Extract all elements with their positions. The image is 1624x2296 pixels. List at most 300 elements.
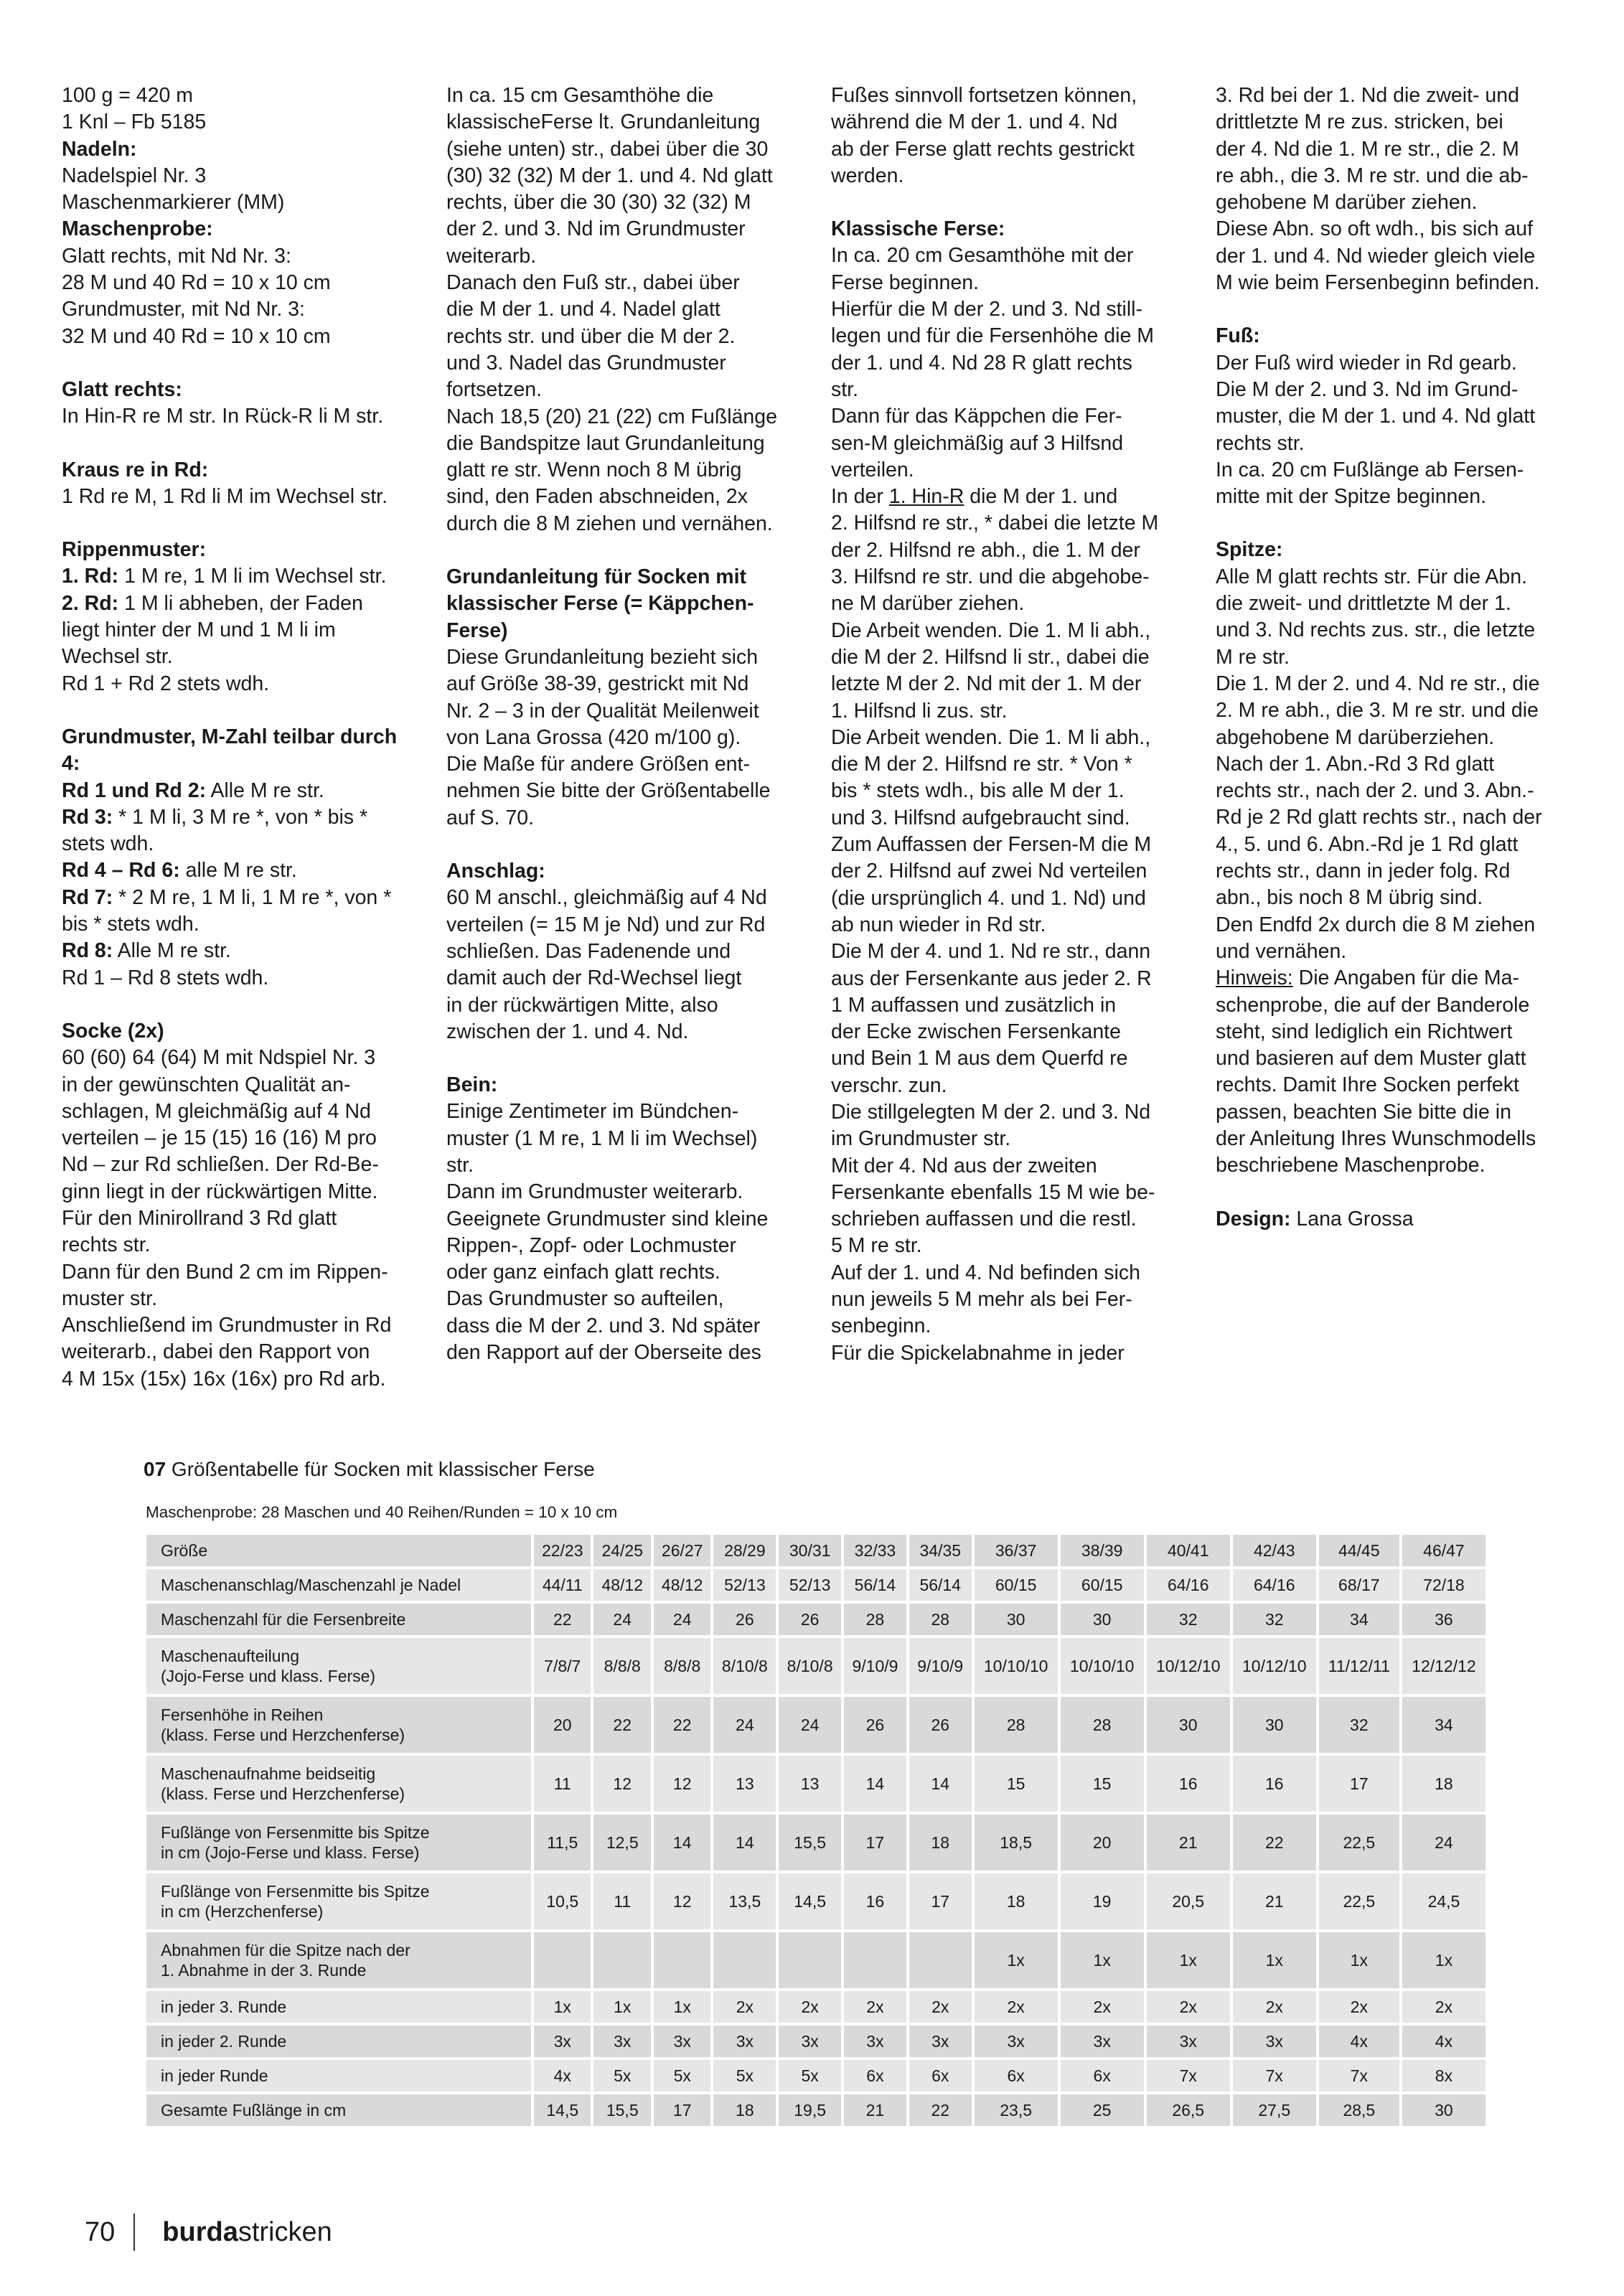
text-line bbox=[446, 1259, 805, 1286]
row-label-line: Fußlänge von Fersenmitte bis Spitze bbox=[161, 1882, 430, 1901]
text-line bbox=[1216, 350, 1574, 377]
row-label-line: in jeder 2. Runde bbox=[161, 2032, 287, 2051]
line-text: klassischeFerse lt. Grundanleitung bbox=[446, 110, 761, 134]
line-text: senbeginn. bbox=[831, 1314, 931, 1338]
table-number: 07 bbox=[144, 1458, 166, 1480]
line-text: * 1 M li, 3 M re *, von * bis * bbox=[113, 805, 368, 829]
line-text: M wie beim Fersenbeginn befinden. bbox=[1216, 271, 1540, 295]
table-cell: 4x bbox=[1402, 2026, 1485, 2057]
row-label-line: Fußlänge von Fersenmitte bis Spitze bbox=[161, 1823, 430, 1842]
line-text: sen-M gleichmäßig auf 3 Hilfsnd bbox=[831, 431, 1124, 455]
heading-text: Anschlag: bbox=[446, 860, 545, 883]
table-cell: 11 bbox=[593, 1873, 650, 1929]
table-cell: 22,5 bbox=[1319, 1815, 1399, 1871]
text-line bbox=[1216, 644, 1574, 671]
section-heading bbox=[1216, 537, 1574, 563]
table-cell: 30 bbox=[1061, 1604, 1144, 1635]
table-cell: 20 bbox=[1061, 1815, 1144, 1871]
table-cell: 11,5 bbox=[534, 1815, 591, 1871]
table-cell: 1x bbox=[1233, 1932, 1316, 1988]
text-line bbox=[446, 109, 805, 136]
table-cell: 3x bbox=[844, 2026, 906, 2057]
line-text: Fersenkante ebenfalls 15 M wie be- bbox=[831, 1180, 1155, 1204]
table-cell: 13 bbox=[713, 1756, 776, 1812]
table-cell: 64/16 bbox=[1233, 1569, 1316, 1601]
line-text: Glatt rechts, mit Nd Nr. 3: bbox=[62, 244, 291, 268]
line-text: die M der 2. Hilfsnd li str., dabei die bbox=[831, 645, 1150, 669]
text-line bbox=[1216, 751, 1574, 778]
text-line bbox=[446, 430, 805, 457]
row-label-line: in cm (Jojo-Ferse und klass. Ferse) bbox=[161, 1843, 420, 1862]
text-line bbox=[446, 778, 805, 804]
line-text: und basieren auf dem Muster glatt bbox=[1216, 1047, 1526, 1071]
line-text: rechts str. und über die M der 2. bbox=[446, 324, 736, 348]
paragraph-gap bbox=[1216, 296, 1574, 323]
table-cell: 3x bbox=[1147, 2026, 1230, 2057]
line-text: rechts str., nach der 2. und 3. Abn.- bbox=[1216, 779, 1534, 803]
table-cell: 5x bbox=[713, 2060, 776, 2092]
table-cell: 44/45 bbox=[1319, 1535, 1399, 1566]
heading-text: Grundmuster, M-Zahl teilbar durch 4: bbox=[62, 725, 398, 776]
line-text: der 4. Nd die 1. M re str., die 2. M bbox=[1216, 137, 1519, 161]
text-line bbox=[62, 296, 421, 323]
section-heading bbox=[62, 1018, 421, 1045]
text-line bbox=[831, 858, 1190, 885]
table-cell: 56/14 bbox=[844, 1569, 906, 1601]
table-cell: 3x bbox=[975, 2026, 1058, 2057]
table-cell bbox=[779, 1932, 841, 1988]
text-line bbox=[62, 1232, 421, 1258]
table-cell: 23,5 bbox=[975, 2094, 1058, 2126]
line-text: und vernähen. bbox=[1216, 939, 1347, 963]
text-line bbox=[831, 992, 1190, 1019]
line-text: Diese Grundanleitung bezieht sich bbox=[446, 645, 759, 669]
text-line bbox=[831, 136, 1190, 163]
line-text: damit auch der Rd-Wechsel liegt bbox=[446, 966, 742, 990]
text-line bbox=[446, 1019, 805, 1045]
text-line bbox=[831, 296, 1190, 323]
line-text: Rd 1 + Rd 2 stets wdh. bbox=[62, 672, 270, 695]
table-cell: 17 bbox=[654, 2094, 710, 2126]
paragraph-gap bbox=[446, 537, 805, 564]
line-text: letzte M der 2. Nd mit der 1. M der bbox=[831, 672, 1142, 696]
line-text: 1. Hilfsnd li zus. str. bbox=[831, 699, 1008, 723]
paragraph-gap bbox=[446, 1045, 805, 1072]
line-text: Rd 1 – Rd 8 stets wdh. bbox=[62, 966, 269, 989]
table-row bbox=[146, 1991, 1485, 2023]
line-text: 5 M re str. bbox=[831, 1234, 922, 1258]
page-footer bbox=[85, 2213, 332, 2251]
page-number: 70 bbox=[85, 2216, 116, 2247]
text-line bbox=[446, 484, 805, 510]
line-text: Nach der 1. Abn.-Rd 3 Rd glatt bbox=[1216, 752, 1495, 776]
text-line bbox=[446, 698, 805, 725]
line-text: rechts, über die 30 (30) 32 (32) M bbox=[446, 191, 751, 215]
row-label bbox=[146, 1604, 531, 1635]
table-cell: 28 bbox=[844, 1604, 906, 1635]
text-line bbox=[831, 1153, 1190, 1180]
line-text: von Lana Grossa (420 m/100 g). bbox=[446, 725, 741, 749]
section-heading bbox=[62, 136, 421, 163]
table-cell: 22 bbox=[1233, 1815, 1316, 1871]
text-line bbox=[1216, 778, 1574, 804]
text-line bbox=[831, 484, 1190, 510]
text-line bbox=[446, 644, 805, 671]
table-cell: 14 bbox=[844, 1756, 906, 1812]
row-label bbox=[146, 1815, 531, 1871]
section-heading bbox=[446, 1072, 805, 1098]
text-line bbox=[831, 1073, 1190, 1099]
text-line bbox=[446, 270, 805, 296]
row-label-line: (klass. Ferse und Herzchenferse) bbox=[161, 1726, 405, 1744]
table-cell: 5x bbox=[654, 2060, 710, 2092]
section-heading bbox=[831, 216, 1190, 243]
heading-text: Kraus re in Rd: bbox=[62, 458, 209, 481]
table-row bbox=[146, 1535, 1485, 1566]
line-text: verteilen (= 15 M je Nd) und zur Rd bbox=[446, 913, 766, 936]
text-line bbox=[62, 644, 421, 670]
text-line bbox=[831, 564, 1190, 591]
text-line bbox=[446, 751, 805, 778]
text-line bbox=[1216, 885, 1574, 911]
line-text: str. bbox=[446, 1153, 474, 1177]
bold-term: Design: bbox=[1216, 1207, 1291, 1231]
table-cell: 4x bbox=[534, 2060, 591, 2092]
line-text: drittletzte M re zus. stricken, bei bbox=[1216, 110, 1503, 134]
line-text: 3. Rd bei der 1. Nd die zweit- und bbox=[1216, 84, 1519, 107]
line-text: schlagen, M gleichmäßig auf 4 Nd bbox=[62, 1099, 371, 1123]
row-label-line: in cm (Herzchenferse) bbox=[161, 1902, 324, 1921]
table-cell: 18 bbox=[975, 1873, 1058, 1929]
line-text: verteilen – je 15 (15) 16 (16) M pro bbox=[62, 1126, 377, 1150]
line-text: ab der Ferse glatt rechts gestrickt bbox=[831, 137, 1135, 161]
text-line bbox=[831, 323, 1190, 349]
line-text: 1 M re, 1 M li im Wechsel str. bbox=[118, 565, 387, 588]
table-cell: 40/41 bbox=[1147, 1535, 1230, 1566]
table-cell: 17 bbox=[1319, 1756, 1399, 1812]
table-row bbox=[146, 1815, 1485, 1871]
row-label-line: (klass. Ferse und Herzchenferse) bbox=[161, 1784, 405, 1803]
line-text: 1 Knl – Fb 5185 bbox=[62, 110, 207, 134]
table-cell: 18 bbox=[713, 2094, 776, 2126]
text-line bbox=[831, 1286, 1190, 1313]
bold-term: Rd 8: bbox=[62, 939, 113, 963]
line-text: steht, sind lediglich ein Richtwert bbox=[1216, 1020, 1513, 1043]
line-text: Geeignete Grundmuster sind kleine bbox=[446, 1207, 769, 1231]
line-text: Hierfür die M der 2. und 3. Nd still- bbox=[831, 298, 1142, 321]
row-label bbox=[146, 1638, 531, 1694]
line-text: schließen. Das Fadenende und bbox=[446, 939, 731, 963]
table-cell: 26 bbox=[909, 1697, 972, 1753]
line-text: Die Maße für andere Größen ent- bbox=[446, 753, 750, 776]
text-column-1 bbox=[62, 83, 421, 1393]
table-cell: 14,5 bbox=[779, 1873, 841, 1929]
table-cell: 13,5 bbox=[713, 1873, 776, 1929]
section-heading bbox=[62, 216, 421, 243]
table-cell: 1x bbox=[534, 1991, 591, 2023]
table-cell: 52/13 bbox=[713, 1569, 776, 1601]
line-text: den Rapport auf der Oberseite des bbox=[446, 1341, 761, 1365]
section-heading bbox=[62, 457, 421, 484]
table-cell: 34/35 bbox=[909, 1535, 972, 1566]
paragraph-gap bbox=[62, 350, 421, 377]
line-text: der 2. Hilfsnd auf zwei Nd verteilen bbox=[831, 860, 1147, 883]
text-line bbox=[446, 163, 805, 189]
text-line bbox=[62, 189, 421, 216]
line-text: 60 (60) 64 (64) M mit Ndspiel Nr. 3 bbox=[62, 1046, 376, 1070]
line-text: In ca. 15 cm Gesamthöhe die bbox=[446, 84, 714, 107]
table-cell: 8/10/8 bbox=[779, 1638, 841, 1694]
text-line bbox=[62, 1286, 421, 1312]
table-cell: 12 bbox=[654, 1873, 710, 1929]
table-cell: 12,5 bbox=[593, 1815, 650, 1871]
line-text: M re str. bbox=[1216, 645, 1290, 669]
text-line bbox=[446, 136, 805, 163]
text-line bbox=[62, 1125, 421, 1152]
table-cell: 10/10/10 bbox=[1061, 1638, 1144, 1694]
table-title-text: Größentabelle für Socken mit klassischer Ferse bbox=[166, 1458, 595, 1480]
table-cell: 1x bbox=[1402, 1932, 1485, 1988]
table-cell: 28 bbox=[1061, 1697, 1144, 1753]
text-line bbox=[831, 1313, 1190, 1340]
line-text: str. bbox=[831, 377, 859, 401]
table-row bbox=[146, 1604, 1485, 1635]
line-text: zwischen der 1. und 4. Nd. bbox=[446, 1020, 689, 1043]
brand-rest: stricken bbox=[238, 2216, 332, 2247]
line-text: Rd je 2 Rd glatt rechts str., nach der bbox=[1216, 806, 1542, 829]
row-label-line: Gesamte Fußlänge in cm bbox=[161, 2101, 347, 2119]
line-text: während die M der 1. und 4. Nd bbox=[831, 110, 1118, 134]
text-line bbox=[446, 216, 805, 243]
text-line bbox=[446, 912, 805, 938]
size-table bbox=[144, 1532, 1488, 2129]
table-cell: 26/27 bbox=[654, 1535, 710, 1566]
text-line bbox=[831, 109, 1190, 136]
table-cell: 26 bbox=[713, 1604, 776, 1635]
line-text: abgehobene M darüberziehen. bbox=[1216, 725, 1495, 749]
section-heading bbox=[62, 537, 421, 563]
text-line bbox=[1216, 725, 1574, 751]
table-cell: 24/25 bbox=[593, 1535, 650, 1566]
table-cell: 1x bbox=[1061, 1932, 1144, 1988]
bold-term: Rd 7: bbox=[62, 885, 113, 909]
table-cell: 18,5 bbox=[975, 1815, 1058, 1871]
text-line bbox=[62, 831, 421, 857]
table-cell: 12 bbox=[593, 1756, 650, 1812]
text-line bbox=[446, 1098, 805, 1125]
text-line bbox=[446, 189, 805, 216]
line-text: die M der 1. und bbox=[964, 485, 1118, 509]
text-line bbox=[62, 1072, 421, 1098]
line-text: ginn liegt in der rückwärtigen Mitte. bbox=[62, 1180, 378, 1203]
text-line bbox=[831, 885, 1190, 912]
line-text: 28 M und 40 Rd = 10 x 10 cm bbox=[62, 271, 331, 295]
line-text: * 2 M re, 1 M li, 1 M re *, von * bbox=[113, 885, 392, 909]
line-text: der 2. und 3. Nd im Grundmuster bbox=[446, 217, 746, 241]
brand-logo bbox=[162, 2217, 332, 2248]
table-row bbox=[146, 1697, 1485, 1753]
text-line bbox=[1216, 189, 1574, 216]
line-text: verteilen. bbox=[831, 458, 914, 481]
table-cell: 22 bbox=[534, 1604, 591, 1635]
line-text: stets wdh. bbox=[62, 832, 154, 856]
line-text: 1 M li abheben, der Faden bbox=[118, 591, 363, 615]
table-cell: 24,5 bbox=[1402, 1873, 1485, 1929]
table-cell: 22 bbox=[909, 2094, 972, 2126]
table-cell: 3x bbox=[779, 2026, 841, 2057]
table-cell: 56/14 bbox=[909, 1569, 972, 1601]
row-label bbox=[146, 1932, 531, 1988]
table-cell: 34 bbox=[1402, 1697, 1485, 1753]
line-text: Danach den Fuß str., dabei über bbox=[446, 271, 740, 295]
table-cell: 48/12 bbox=[593, 1569, 650, 1601]
table-cell: 3x bbox=[713, 2026, 776, 2057]
table-cell: 2x bbox=[1147, 1991, 1230, 2023]
line-text: Die M der 2. und 3. Nd im Grund- bbox=[1216, 377, 1519, 401]
table-cell: 68/17 bbox=[1319, 1569, 1399, 1601]
text-line bbox=[831, 1099, 1190, 1126]
table-cell: 12/12/12 bbox=[1402, 1638, 1485, 1694]
table-row bbox=[146, 2094, 1485, 2126]
text-line bbox=[1216, 912, 1574, 938]
line-text: Nadelspiel Nr. 3 bbox=[62, 164, 207, 187]
table-cell: 24 bbox=[654, 1604, 710, 1635]
table-cell: 28 bbox=[909, 1604, 972, 1635]
line-text: verschr. zun. bbox=[831, 1073, 947, 1097]
line-text: Auf der 1. und 4. Nd befinden sich bbox=[831, 1261, 1140, 1284]
text-column-4 bbox=[1216, 83, 1574, 1233]
text-line bbox=[62, 563, 421, 590]
table-cell: 24 bbox=[593, 1604, 650, 1635]
table-cell: 16 bbox=[844, 1873, 906, 1929]
text-line bbox=[1216, 1206, 1574, 1233]
line-text: Rippen-, Zopf- oder Lochmuster bbox=[446, 1233, 736, 1257]
text-line bbox=[831, 591, 1190, 617]
line-text: die M der 1. und 4. Nadel glatt bbox=[446, 298, 721, 321]
table-cell: 7x bbox=[1147, 2060, 1230, 2092]
row-label-line: in jeder Runde bbox=[161, 2066, 268, 2085]
text-line bbox=[62, 965, 421, 992]
line-text: in der rückwärtigen Mitte, also bbox=[446, 993, 718, 1017]
text-line bbox=[831, 83, 1190, 109]
line-text: der 1. und 4. Nd wieder gleich viele bbox=[1216, 244, 1536, 268]
text-line bbox=[831, 350, 1190, 377]
table-title bbox=[144, 1458, 595, 1481]
table-cell bbox=[713, 1932, 776, 1988]
line-text: Das Grundmuster so aufteilen, bbox=[446, 1287, 724, 1311]
table-cell: 14,5 bbox=[534, 2094, 591, 2126]
text-line bbox=[1216, 1152, 1574, 1179]
table-cell: 22 bbox=[654, 1697, 710, 1753]
row-label-line: 1. Abnahme in der 3. Runde bbox=[161, 1961, 367, 1980]
text-line bbox=[446, 805, 805, 832]
text-line bbox=[62, 857, 421, 884]
text-line bbox=[1216, 83, 1574, 109]
line-text: Der Fuß wird wieder in Rd gearb. bbox=[1216, 351, 1517, 375]
table-row bbox=[146, 2026, 1485, 2057]
heading-text: Bein: bbox=[446, 1073, 498, 1097]
table-cell: 1x bbox=[975, 1932, 1058, 1988]
table-cell: 27,5 bbox=[1233, 2094, 1316, 2126]
table-cell: 21 bbox=[1147, 1815, 1230, 1871]
row-label bbox=[146, 2060, 531, 2092]
line-text: auf Größe 38-39, gestrickt mit Nd bbox=[446, 672, 749, 696]
table-cell: 46/47 bbox=[1402, 1535, 1485, 1566]
table-cell: 1x bbox=[593, 1991, 650, 2023]
table-cell: 10,5 bbox=[534, 1873, 591, 1929]
table-cell bbox=[844, 1932, 906, 1988]
text-line bbox=[446, 1286, 805, 1312]
text-line bbox=[831, 1045, 1190, 1072]
table-cell: 5x bbox=[593, 2060, 650, 2092]
row-label bbox=[146, 1873, 531, 1929]
text-line bbox=[1216, 1072, 1574, 1098]
text-line bbox=[62, 885, 421, 911]
line-text: Die M der 4. und 1. Nd re str., dann bbox=[831, 940, 1151, 964]
table-cell bbox=[593, 1932, 650, 1988]
table-cell: 24 bbox=[713, 1697, 776, 1753]
table-cell: 3x bbox=[1233, 2026, 1316, 2057]
row-label-line: Maschenzahl für die Fersenbreite bbox=[161, 1610, 406, 1629]
text-line bbox=[831, 457, 1190, 484]
text-line bbox=[446, 1206, 805, 1233]
line-text: Wechsel str. bbox=[62, 645, 173, 669]
paragraph-gap bbox=[1216, 1180, 1574, 1206]
table-cell: 16 bbox=[1233, 1756, 1316, 1812]
line-text: Die Angaben für die Ma- bbox=[1292, 966, 1519, 990]
text-line bbox=[831, 644, 1190, 671]
table-cell: 2x bbox=[1061, 1991, 1144, 2023]
text-line bbox=[62, 617, 421, 644]
line-text: rechts str. bbox=[1216, 431, 1305, 455]
line-text: passen, beachten Sie bitte die in bbox=[1216, 1100, 1511, 1124]
heading-text: Spitze: bbox=[1216, 538, 1283, 562]
heading-text: klassischer Ferse (= Käppchen- bbox=[446, 592, 754, 616]
text-line bbox=[446, 243, 805, 270]
line-text: Alle M re str. bbox=[206, 778, 324, 802]
section-heading bbox=[62, 724, 421, 778]
text-line bbox=[1216, 1045, 1574, 1072]
line-text: Den Endfd 2x durch die 8 M ziehen bbox=[1216, 913, 1536, 936]
table-cell: 2x bbox=[1233, 1991, 1316, 2023]
table-cell: 9/10/9 bbox=[844, 1638, 906, 1694]
text-line bbox=[1216, 163, 1574, 189]
table-cell: 48/12 bbox=[654, 1569, 710, 1601]
text-line bbox=[62, 804, 421, 831]
table-cell bbox=[654, 1932, 710, 1988]
paragraph-gap bbox=[62, 430, 421, 457]
table-cell: 4x bbox=[1319, 2026, 1399, 2057]
text-line bbox=[446, 965, 805, 992]
line-text: ne M darüber ziehen. bbox=[831, 592, 1025, 616]
table-cell: 32/33 bbox=[844, 1535, 906, 1566]
table-cell: 16 bbox=[1147, 1756, 1230, 1812]
text-line bbox=[831, 270, 1190, 296]
table-cell: 42/43 bbox=[1233, 1535, 1316, 1566]
line-text: weiterarb. bbox=[446, 244, 537, 268]
line-text: (30) 32 (32) M der 1. und 4. Nd glatt bbox=[446, 164, 773, 187]
line-text: Einige Zentimeter im Bündchen- bbox=[446, 1100, 739, 1124]
text-line bbox=[1216, 216, 1574, 243]
table-cell: 20 bbox=[534, 1697, 591, 1753]
text-line bbox=[1216, 377, 1574, 403]
bold-term: Rd 3: bbox=[62, 805, 113, 829]
text-line bbox=[1216, 591, 1574, 617]
line-text: der Ecke zwischen Fersenkante bbox=[831, 1020, 1121, 1044]
bold-term: Rd 1 und Rd 2: bbox=[62, 778, 207, 802]
table-cell: 2x bbox=[844, 1991, 906, 2023]
table-cell: 22,5 bbox=[1319, 1873, 1399, 1929]
